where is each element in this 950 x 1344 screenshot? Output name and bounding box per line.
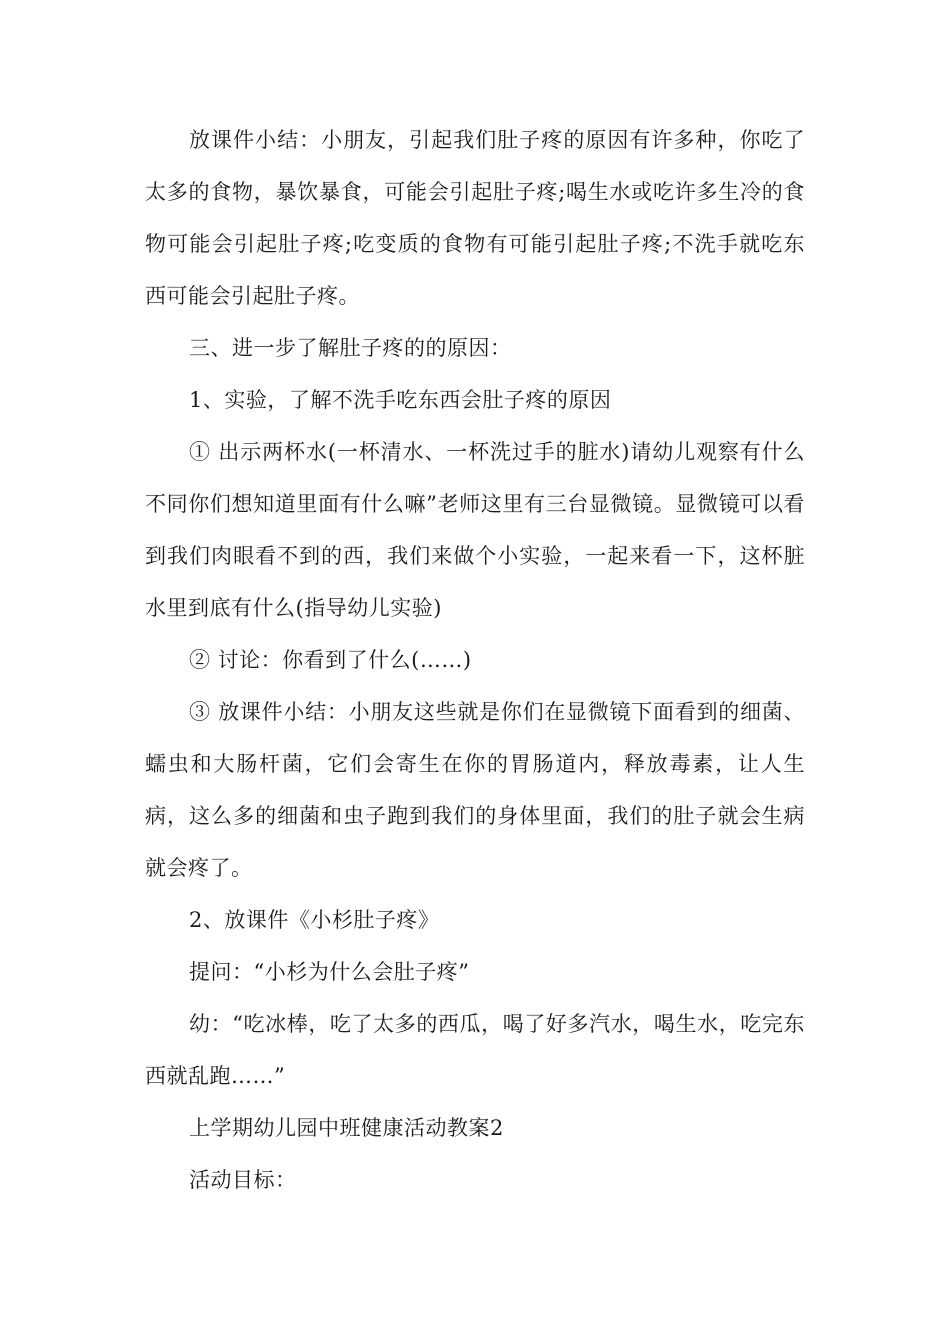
section-heading-3: 三、进一步了解肚子疼的的原因： (189, 336, 512, 360)
paragraph-summary: 放课件小结：小朋友，引起我们肚子疼的原因有许多种，你吃了太多的食物，暴饮暴食，可能会引起肚子疼;喝生水或吃许多生冷的食物可能会引起肚子疼;吃变质的食物有可能引起肚子疼;不洗手就吃东西可能会引起肚子疼。 (145, 128, 805, 308)
lesson-plan-title: 上学期幼儿园中班健康活动教案2 (189, 1116, 504, 1140)
document-body (145, 114, 805, 1206)
step-2-heading: 2、放课件《小杉肚子疼》 (189, 908, 440, 932)
paragraph-experiment: ① 出示两杯水(一杯清水、一杯洗过手的脏水)请幼儿观察有什么不同你们想知道里面有什么嘛”老师这里有三台显微镜。显微镜可以看到我们肉眼看不到的西，我们来做个小实验，一起来看一下，这杯脏水里到底有什么(指导幼儿实验) (145, 440, 805, 620)
paragraph-question: 提问：“小杉为什么会肚子疼” (189, 960, 470, 984)
paragraph-discussion: ② 讨论：你看到了什么(……) (189, 648, 472, 672)
paragraph-answer: 幼：“吃冰棒，吃了太多的西瓜，喝了好多汽水，喝生水，吃完东西就乱跑……” (145, 1012, 805, 1088)
step-1-heading: 1、实验，了解不洗手吃东西会肚子疼的原因 (189, 388, 612, 412)
paragraph-summary-bacteria: ③ 放课件小结：小朋友这些就是你们在显微镜下面看到的细菌、蠕虫和大肠杆菌，它们会寄生在你的胃肠道内，释放毒素，让人生病，这么多的细菌和虫子跑到我们的身体里面，我们的肚子就会生病就会疼了。 (145, 700, 805, 880)
activity-goals-heading: 活动目标： (189, 1168, 297, 1192)
